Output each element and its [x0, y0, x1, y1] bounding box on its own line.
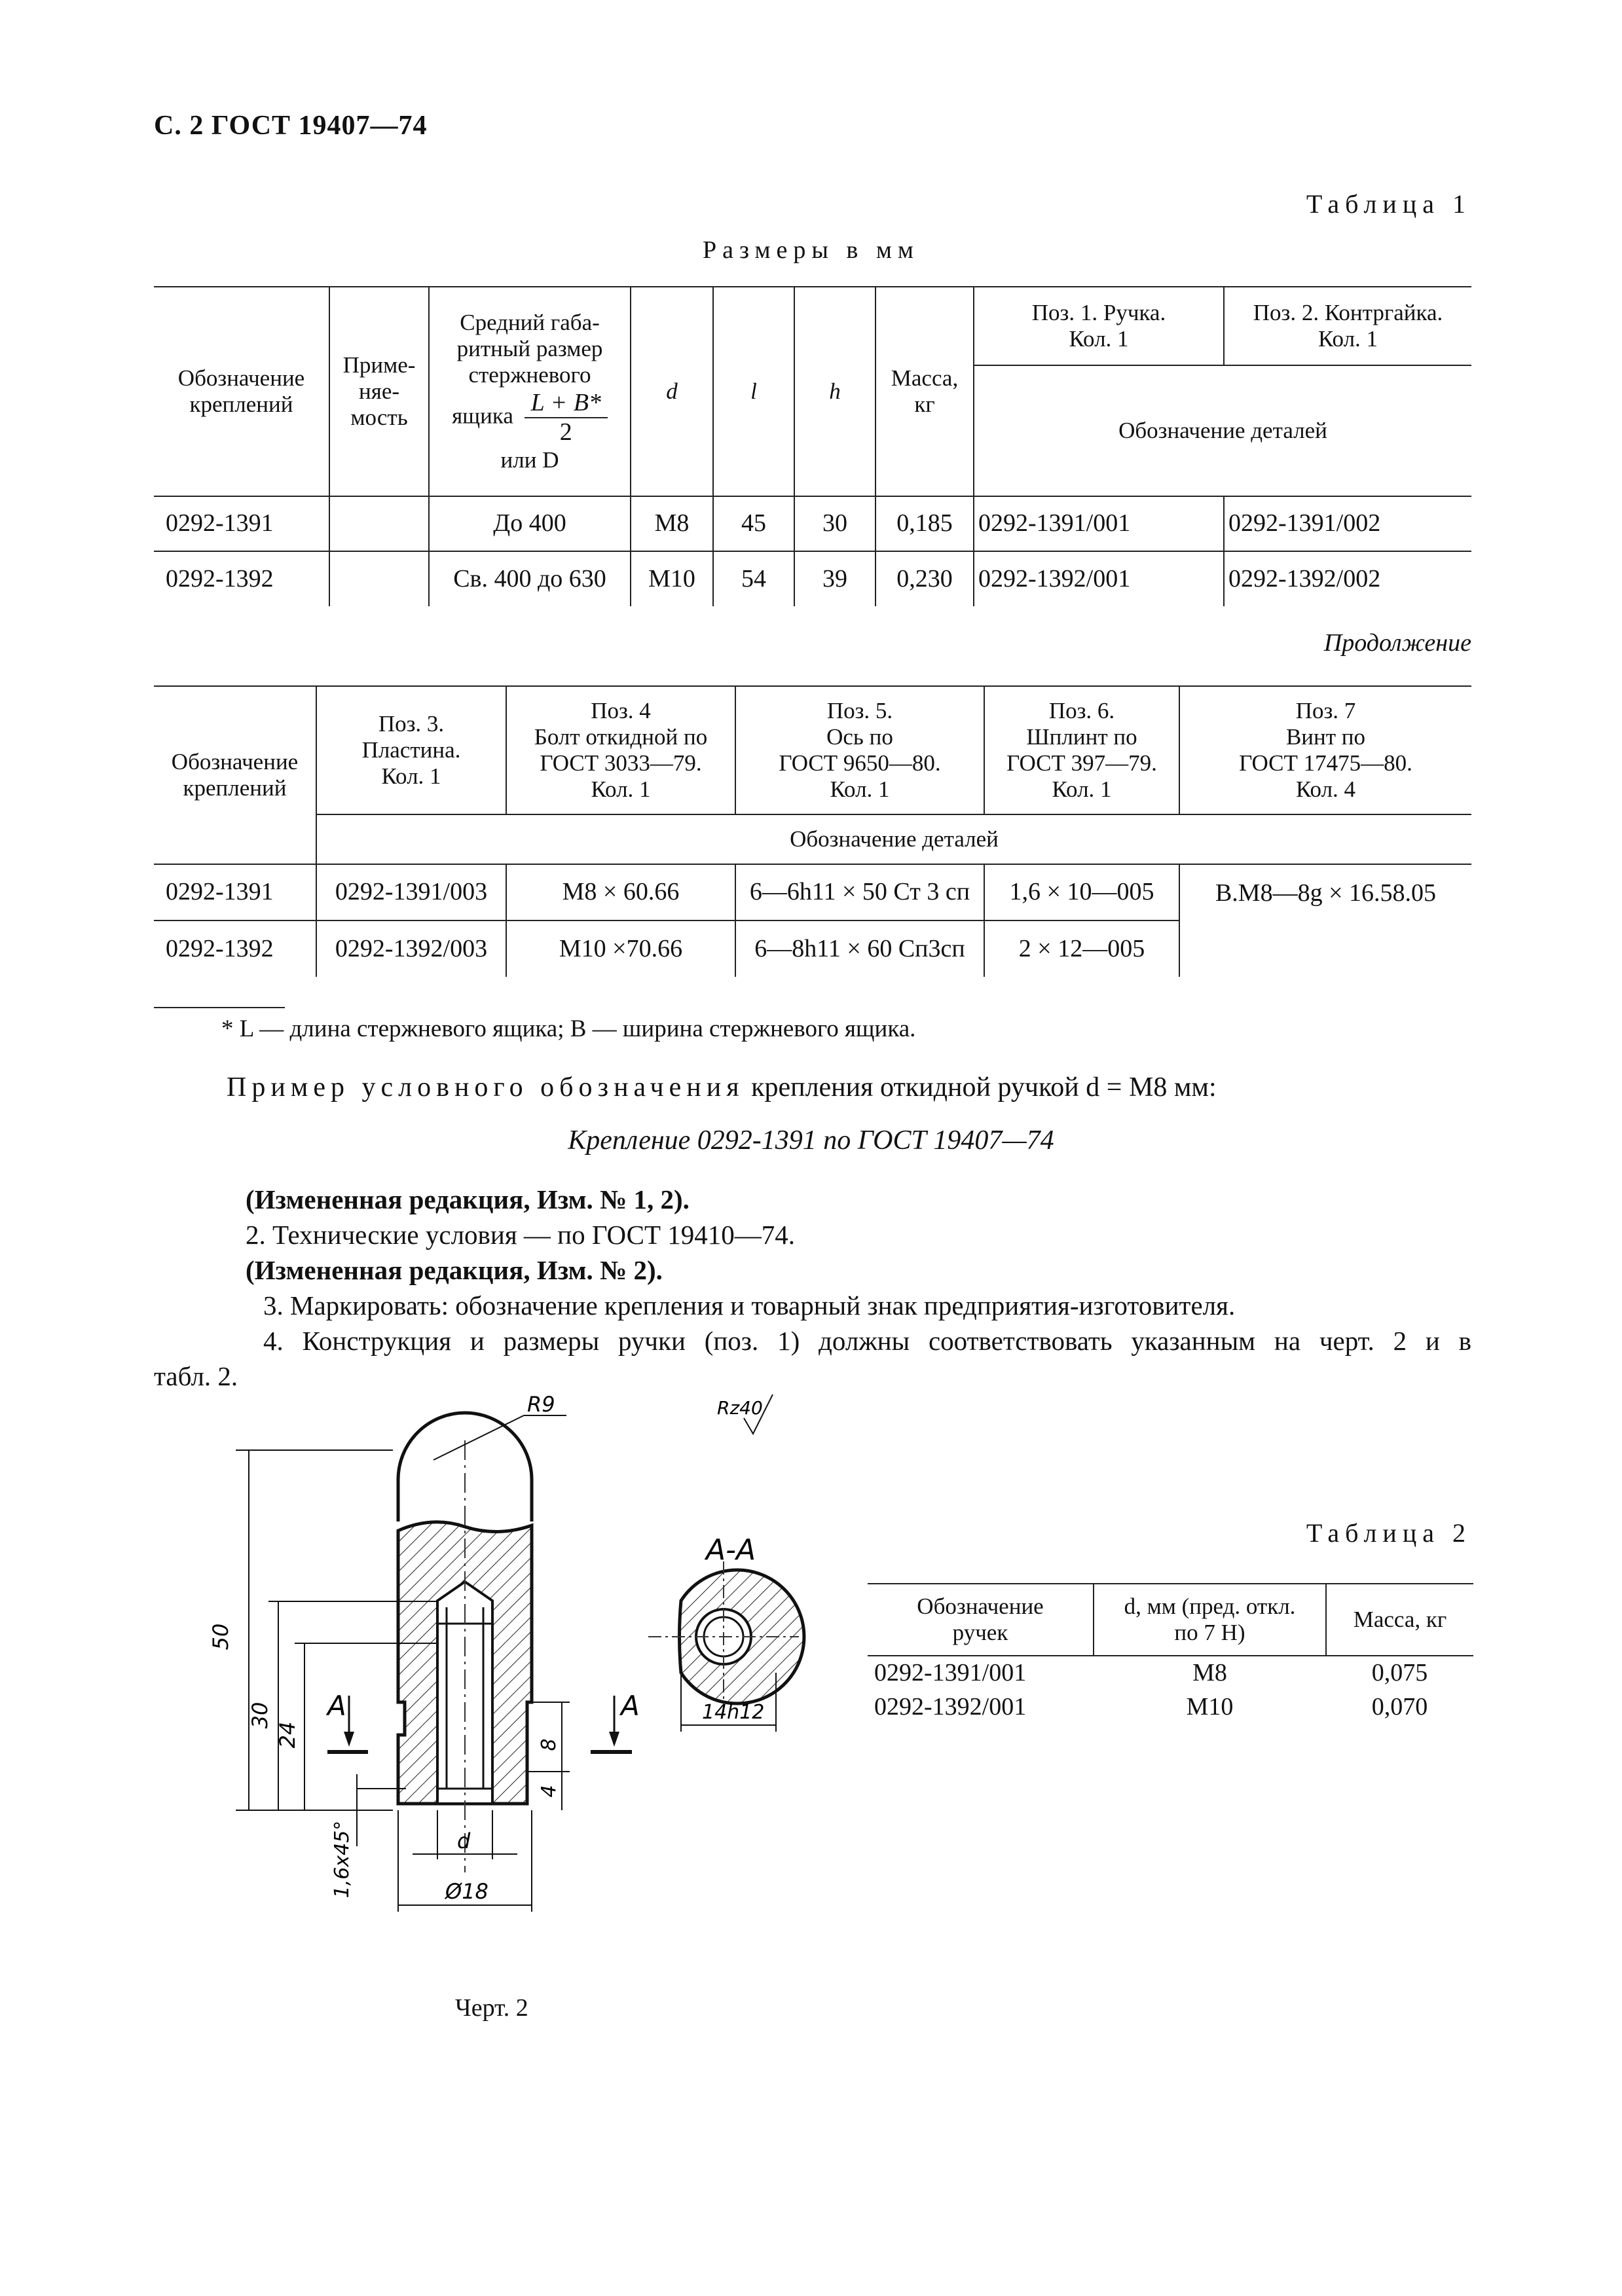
table2	[868, 1583, 1473, 1724]
t1b-r1-poz3: 0292-1392/003	[316, 920, 506, 977]
t1-razmer-yashchika: ящика	[452, 403, 513, 429]
example-line	[227, 1072, 1217, 1103]
t1-r1-poz1: 0292-1392/001	[974, 551, 1224, 606]
t1-razmer-text: Средний габа- ритный размер стержневого	[456, 309, 603, 388]
t1-header-massa: Масса, кг	[876, 287, 974, 496]
para-tech-conditions: 2. Технические условия — по ГОСТ 19410—74.	[246, 1220, 796, 1250]
t1-r0-size: До 400	[429, 496, 631, 551]
dim-30: 30	[248, 1702, 272, 1729]
table1-continuation	[154, 685, 1471, 977]
t1b-header-poz5: Поз. 5. Ось по ГОСТ 9650—80. Кол. 1	[735, 686, 984, 814]
t2-r1-d: M10	[1186, 1692, 1234, 1721]
t1b-r0-poz5: 6—6h11 × 50 Ст 3 сп	[735, 864, 984, 920]
t1b-r0-poz3: 0292-1391/003	[316, 864, 506, 920]
t1-header-l: l	[713, 287, 794, 496]
drawing-caption: Черт. 2	[455, 1994, 528, 2022]
t1-razmer-ili: или D	[500, 446, 559, 473]
t1b-header-poz7: Поз. 7 Винт по ГОСТ 17475—80. Кол. 4	[1179, 686, 1471, 814]
handle-drawing	[196, 1388, 851, 1977]
t1-r1-l: 54	[713, 551, 794, 606]
dim-14h12: 14h12	[702, 1701, 765, 1724]
t1b-r1-code: 0292-1392	[154, 920, 316, 977]
t1-r1-size: Св. 400 до 630	[429, 551, 631, 606]
para-edit-1: (Измененная редакция, Изм. № 1, 2).	[246, 1184, 690, 1214]
dim-8: 8	[538, 1738, 561, 1751]
page-header: С. 2 ГОСТ 19407—74	[154, 111, 428, 141]
para-construction: 4. Конструкция и размеры ручки (поз. 1) должны соответствовать указанным на черт. 2 и в	[263, 1326, 1471, 1356]
dim-phi18: Ø18	[445, 1879, 488, 1904]
t1-razmer-fraction	[525, 389, 608, 447]
t2-header-oboznachenie: Обозначение ручек	[868, 1584, 1094, 1656]
t1-r1-poz2: 0292-1392/002	[1224, 551, 1471, 606]
t1-r1-mass: 0,230	[876, 551, 974, 606]
dim-r9: R9	[527, 1392, 555, 1417]
t1-r0-poz1: 0292-1391/001	[974, 496, 1224, 551]
para-edit-2: (Измененная редакция, Изм. № 2).	[246, 1255, 663, 1285]
roughness-rz40: Rz40	[717, 1397, 763, 1419]
t1b-header-poz6: Поз. 6. Шплинт по ГОСТ 397—79. Кол. 1	[984, 686, 1179, 814]
t2-r1-code: 0292-1392/001	[874, 1692, 1027, 1721]
dim-4: 4	[538, 1785, 561, 1798]
t1-header-h: h	[794, 287, 876, 496]
t1-r0-prim	[329, 496, 429, 551]
t1-r1-prim	[329, 551, 429, 606]
t1b-header-oboznachenie: Обозначение креплений	[154, 686, 316, 864]
t1b-header-oboznachenie-detalei: Обозначение деталей	[316, 814, 1471, 864]
table2-caption: Таблица 2	[1306, 1518, 1471, 1548]
example-spaced: Пример условного обозначения	[227, 1072, 745, 1102]
footnote-rule	[154, 1007, 285, 1008]
t1b-r1-poz4: M10 ×70.66	[506, 920, 735, 977]
t1-r0-code: 0292-1391	[154, 496, 329, 551]
t1-r1-code: 0292-1392	[154, 551, 329, 606]
t1-razmer-denominator: 2	[559, 418, 572, 446]
t1b-r0-code: 0292-1391	[154, 864, 316, 920]
para-construction-cont: табл. 2.	[154, 1361, 238, 1391]
para-marking: 3. Маркировать: обозначение крепления и товарный знак предприятия-изготовителя.	[263, 1290, 1236, 1321]
t1-r0-poz2: 0292-1391/002	[1224, 496, 1471, 551]
t1b-r0-poz6: 1,6 × 10—005	[984, 864, 1179, 920]
dim-chamfer: 1,6х45°	[331, 1820, 354, 1899]
table-row	[154, 551, 1471, 606]
table-row	[154, 864, 1471, 920]
t1-header-primenyaemost: Приме- няе- мость	[329, 287, 429, 496]
t1-r1-d: M10	[631, 551, 713, 606]
t1b-header-poz4: Поз. 4 Болт откидной по ГОСТ 3033—79. Кол. 1	[506, 686, 735, 814]
t2-header-d: d, мм (пред. откл. по 7 H)	[1094, 1584, 1326, 1656]
table1	[154, 286, 1471, 606]
table-row	[868, 1690, 1473, 1724]
t1-header-poz1: Поз. 1. Ручка. Кол. 1	[974, 287, 1224, 365]
example-rest: крепления откидной ручкой d = M8 мм:	[744, 1072, 1217, 1102]
t2-r0-d: M8	[1192, 1659, 1227, 1686]
t1-r0-mass: 0,185	[876, 496, 974, 551]
t1-razmer-numerator: L + B*	[525, 389, 608, 419]
t1-r0-l: 45	[713, 496, 794, 551]
dim-50: 50	[208, 1623, 233, 1650]
footnote: * L — длина стержневого ящика; B — ширина стержневого ящика.	[221, 1015, 916, 1042]
t1-header-oboznachenie: Обозначение креплений	[154, 287, 329, 496]
t2-header-massa: Масса, кг	[1326, 1584, 1473, 1656]
t1-header-oboznachenie-detalei: Обозначение деталей	[974, 365, 1471, 496]
t1-r0-h: 30	[794, 496, 876, 551]
t1-header-razmer	[429, 287, 631, 496]
table-row	[868, 1656, 1473, 1690]
t1-r1-h: 39	[794, 551, 876, 606]
dim-d: d	[457, 1829, 471, 1853]
table1-caption: Таблица 1	[1306, 189, 1471, 219]
t1b-r1-poz5: 6—8h11 × 60 Сп3сп	[735, 920, 984, 977]
table-row	[154, 496, 1471, 551]
t2-r0-code: 0292-1391/001	[874, 1659, 1027, 1686]
dim-24: 24	[275, 1721, 300, 1749]
section-title: A-A	[706, 1533, 756, 1567]
table1-units: Размеры в мм	[703, 236, 919, 264]
t1b-r0-poz4: M8 × 60.66	[506, 864, 735, 920]
section-marker-left: A	[327, 1690, 346, 1722]
t1-header-poz2: Поз. 2. Контргайка. Кол. 1	[1224, 287, 1471, 365]
t1-r0-d: M8	[631, 496, 713, 551]
t2-r1-mass: 0,070	[1371, 1692, 1428, 1721]
example-value: Крепление 0292-1391 по ГОСТ 19407—74	[568, 1125, 1054, 1156]
t1b-r1-poz6: 2 × 12—005	[984, 920, 1179, 977]
t1b-header-poz3: Поз. 3. Пластина. Кол. 1	[316, 686, 506, 814]
t2-r0-mass: 0,075	[1371, 1659, 1428, 1686]
t1-header-d: d	[631, 287, 713, 496]
section-view	[648, 1561, 804, 1712]
t1b-r0-poz7: В.М8—8g × 16.58.05	[1179, 864, 1471, 977]
section-marker-right: A	[621, 1690, 640, 1722]
continuation-label: Продолжение	[1323, 629, 1471, 657]
